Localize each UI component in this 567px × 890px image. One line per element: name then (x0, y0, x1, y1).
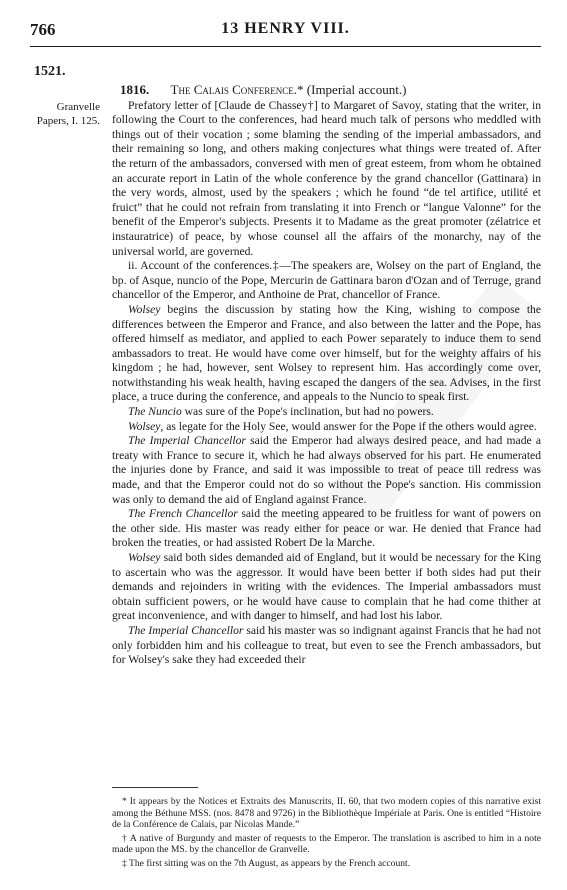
running-title: 13 HENRY VIII. (221, 20, 350, 37)
footnote: * It appears by the Notices et Extraits des Manuscrits, II. 60, that two modern copies of this narrative exist among the Béthune MSS. (nos. 8478 and 9726) in the Bibliothèque Impériale at Paris. One is entitled “Histoire de la Conférence de Calais, par Nicolas Mande.” (112, 796, 541, 831)
paragraph: Wolsey begins the discussion by stating how the King, wishing to compose the differences between the Emperor and France, and also between the latter and the Pope, has offered himself as mediator, and applied to each Power separately to induce them to send ambassadors to treat. He would have come over himself, but for the weighty affairs of his kingdom ; he had, however, sent Wolsey to represent him. Has accordingly come over, notwithstanding his weak health, having escaped the dangers of the sea. Advises, in the first place, a truce during the conference, and appeals to the Nuncio to speak first. (112, 302, 541, 404)
paragraph: Wolsey, as legate for the Holy See, would answer for the Pope if the others would agree. (128, 419, 537, 433)
margin-reference-line-2: Papers, I. 125. (36, 115, 100, 127)
entry-heading (112, 83, 541, 98)
year-label: 1521. (34, 64, 66, 79)
paragraph: The French Chancellor said the meeting appeared to be fruitless for want of powers on the other side. His master was ready either for peace or war. He denied that France had broken the treaties, or had assisted Robert De la Marche. (112, 507, 542, 550)
entry-number: 1816. (120, 82, 150, 97)
entry-title: The Calais Conference.* (170, 82, 304, 97)
footnote-rule (112, 787, 198, 788)
footnotes (112, 796, 541, 872)
entry-subtitle: (Imperial account.) (306, 82, 407, 97)
page-header (30, 20, 541, 42)
header-rule (30, 46, 541, 47)
paragraph: The Imperial Chancellor said his master was so indignant against Francis that he had not only forbidden him and his colleague to treat, but even to see the French ambassadors, but for Wolsey's sake they had exceeded their (112, 623, 542, 667)
page-number: 766 (30, 20, 56, 39)
main-text (112, 83, 541, 668)
footnote: ‡ The first sitting was on the 7th August, as appears by the French account. (122, 857, 411, 869)
footnote: † A native of Burgundy and master of requests to the Emperor. The translation is ascribed to him in a note made upon the MS. by the chancellor de Granvelle. (112, 832, 541, 856)
paragraph: The Imperial Chancellor said the Emperor had always desired peace, and had made a treaty with France to secure it, which he had always observed for his part. He enumerated the injuries done by France, and said it was impossible to treat of peace till redress was made, and that the Emperor could not do so without the Pope's sanction. His commission was only to demand the aid of England against France. (112, 434, 541, 506)
paragraph: ii. Account of the conferences.‡—The speakers are, Wolsey on the part of England, the bp. of Asque, nuncio of the Pope, Mercurin de Gattinara baron d'Ozan and of Terruge, grand chancellor of the Emperor, and Anthoine de Prat, chancellor of France. (112, 259, 541, 302)
paragraph: Prefatory letter of [Claude de Chassey†] to Margaret of Savoy, stating that the writer, in following the Court to the conferences, had heard much talk of persons who meddled with things out of their vocation ; some blaming the sending of the imperial ambassadors, and their remaining so long, and others making conjectures what things were treated of. After the return of the ambassadors, conversed with men of great esteem, from whom he obtained an accurate report in Latin of the whole conference by the grand chancellor (Gattinara) in the very words, almost, used by the speakers ; which he found “de tel artifice, utilité et fruict” that he could not refrain from translating it into French or “langue Valonne” for the benefit of the Emperor's subjects. Presents it to Madame as the great promoter (zélatrice et instauratrice) of peace, by whose counsel all the affairs of the monarchy, nay of the universal world, are governed. (112, 98, 541, 258)
paragraph: The Nuncio was sure of the Pope's inclination, but had no powers. (128, 405, 434, 419)
paragraph: Wolsey said both sides demanded aid of England, but it would be necessary for the King to ascertain who was the aggressor. It would have been better if both sides had put their demands and rejoinders in writing with the evidences. The Imperial ambassadors must obtain sufficient powers, or he would have cause to complain that he had come thither at great inconvenience, and with danger to himself, and had lost his labor. (112, 551, 541, 623)
margin-reference (28, 100, 100, 128)
margin-reference-line-1: Granvelle (56, 101, 100, 113)
